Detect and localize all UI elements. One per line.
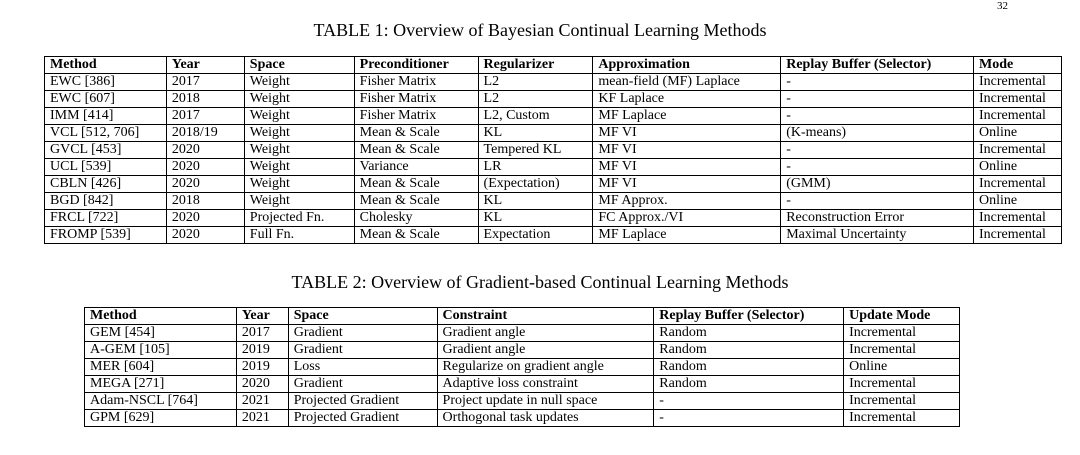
table-cell: Weight: [244, 125, 354, 142]
table-cell: -: [654, 393, 844, 410]
table-cell: 2017: [166, 74, 244, 91]
table-cell: Online: [844, 359, 960, 376]
table2-header-cell: Update Mode: [844, 308, 960, 325]
table-cell: MF VI: [593, 125, 781, 142]
table-cell: L2: [478, 91, 593, 108]
table-cell: FRCL [722]: [45, 210, 167, 227]
table-cell: FC Approx./VI: [593, 210, 781, 227]
table-row: [45, 176, 1062, 193]
table-cell: -: [781, 108, 974, 125]
table-cell: Incremental: [974, 227, 1062, 244]
table-cell: Weight: [244, 193, 354, 210]
table-cell: Regularize on gradient angle: [437, 359, 654, 376]
table2-header-cell: Constraint: [437, 308, 654, 325]
table-cell: Incremental: [974, 210, 1062, 227]
table-cell: Projected Fn.: [244, 210, 354, 227]
table-cell: Incremental: [844, 325, 960, 342]
table-cell: -: [781, 142, 974, 159]
table-cell: EWC [607]: [45, 91, 167, 108]
table-row: [45, 91, 1062, 108]
table-cell: KF Laplace: [593, 91, 781, 108]
table-cell: L2, Custom: [478, 108, 593, 125]
table-cell: 2017: [236, 325, 288, 342]
table-cell: MER [604]: [85, 359, 237, 376]
table-row: [85, 325, 960, 342]
table-cell: -: [781, 159, 974, 176]
table-cell: (GMM): [781, 176, 974, 193]
table-cell: Incremental: [844, 410, 960, 427]
table-row: [85, 376, 960, 393]
table-cell: Full Fn.: [244, 227, 354, 244]
table-cell: Cholesky: [354, 210, 478, 227]
table-cell: GEM [454]: [85, 325, 237, 342]
table-cell: Reconstruction Error: [781, 210, 974, 227]
table-cell: MF Approx.: [593, 193, 781, 210]
table-cell: Mean & Scale: [354, 193, 478, 210]
table-cell: Incremental: [974, 91, 1062, 108]
table1-header-cell: Method: [45, 57, 167, 74]
table-cell: Online: [974, 193, 1062, 210]
table-cell: A-GEM [105]: [85, 342, 237, 359]
table-cell: Adam-NSCL [764]: [85, 393, 237, 410]
table-cell: Gradient: [288, 376, 437, 393]
table-row: [45, 227, 1062, 244]
table-cell: 2020: [166, 176, 244, 193]
table-cell: 2017: [166, 108, 244, 125]
table2-header-cell: Replay Buffer (Selector): [654, 308, 844, 325]
table-row: [45, 125, 1062, 142]
table-cell: (K-means): [781, 125, 974, 142]
table-cell: Mean & Scale: [354, 176, 478, 193]
table-cell: 2020: [166, 159, 244, 176]
table2-header-cell: Space: [288, 308, 437, 325]
table-cell: Gradient angle: [437, 325, 654, 342]
table-cell: Incremental: [974, 74, 1062, 91]
table-cell: MF Laplace: [593, 227, 781, 244]
table-cell: VCL [512, 706]: [45, 125, 167, 142]
table-row: [45, 142, 1062, 159]
table-cell: IMM [414]: [45, 108, 167, 125]
table-cell: Projected Gradient: [288, 393, 437, 410]
table-cell: KL: [478, 193, 593, 210]
table-cell: Online: [974, 125, 1062, 142]
table-cell: Gradient: [288, 325, 437, 342]
table-cell: 2018: [166, 91, 244, 108]
table-cell: Random: [654, 342, 844, 359]
table-cell: LR: [478, 159, 593, 176]
table-cell: -: [781, 91, 974, 108]
table1-header-cell: Space: [244, 57, 354, 74]
table-cell: -: [654, 410, 844, 427]
table-cell: Expectation: [478, 227, 593, 244]
table-cell: BGD [842]: [45, 193, 167, 210]
table-row: [85, 410, 960, 427]
table-cell: 2020: [236, 376, 288, 393]
table-cell: 2021: [236, 410, 288, 427]
table2-header-cell: Method: [85, 308, 237, 325]
page-number: 32: [997, 0, 1008, 12]
table1-header-cell: Approximation: [593, 57, 781, 74]
table-cell: MF Laplace: [593, 108, 781, 125]
table-cell: GPM [629]: [85, 410, 237, 427]
table-cell: (Expectation): [478, 176, 593, 193]
table-cell: Random: [654, 325, 844, 342]
table-cell: 2019: [236, 359, 288, 376]
bayesian-methods-table: [44, 56, 1062, 244]
table-cell: Loss: [288, 359, 437, 376]
table-cell: Weight: [244, 74, 354, 91]
gradient-methods-table: [84, 307, 960, 427]
table-cell: Mean & Scale: [354, 227, 478, 244]
table-row: [45, 193, 1062, 210]
table-cell: Fisher Matrix: [354, 91, 478, 108]
table-cell: Weight: [244, 176, 354, 193]
table-cell: FROMP [539]: [45, 227, 167, 244]
table-cell: Incremental: [974, 176, 1062, 193]
table1-header-cell: Regularizer: [478, 57, 593, 74]
table2-caption: TABLE 2: Overview of Gradient-based Continual Learning Methods: [291, 272, 789, 292]
table-cell: MF VI: [593, 176, 781, 193]
table1-header-cell: Replay Buffer (Selector): [781, 57, 974, 74]
table-cell: Fisher Matrix: [354, 108, 478, 125]
table-cell: Weight: [244, 91, 354, 108]
table-cell: Gradient: [288, 342, 437, 359]
table-cell: KL: [478, 125, 593, 142]
table2-body: [85, 325, 960, 427]
table-cell: Incremental: [974, 142, 1062, 159]
table-cell: Projected Gradient: [288, 410, 437, 427]
table-cell: Weight: [244, 142, 354, 159]
table-row: [85, 342, 960, 359]
table-cell: Random: [654, 359, 844, 376]
table-cell: Mean & Scale: [354, 142, 478, 159]
table-cell: UCL [539]: [45, 159, 167, 176]
table-row: [45, 210, 1062, 227]
table-cell: Maximal Uncertainty: [781, 227, 974, 244]
table-cell: Adaptive loss constraint: [437, 376, 654, 393]
table-row: [85, 393, 960, 410]
table-row: [45, 108, 1062, 125]
table-cell: Incremental: [844, 376, 960, 393]
table2-header-row: [85, 308, 960, 325]
table-cell: 2020: [166, 227, 244, 244]
table-cell: L2: [478, 74, 593, 91]
table-cell: MEGA [271]: [85, 376, 237, 393]
table-cell: Fisher Matrix: [354, 74, 478, 91]
table-cell: CBLN [426]: [45, 176, 167, 193]
table-cell: -: [781, 74, 974, 91]
table1-header-row: [45, 57, 1062, 74]
table-cell: Tempered KL: [478, 142, 593, 159]
table-cell: Weight: [244, 108, 354, 125]
table-cell: Incremental: [974, 108, 1062, 125]
table-row: [45, 159, 1062, 176]
table-cell: Variance: [354, 159, 478, 176]
table1-caption: TABLE 1: Overview of Bayesian Continual Learning Methods: [313, 20, 767, 40]
table-cell: MF VI: [593, 142, 781, 159]
table-cell: GVCL [453]: [45, 142, 167, 159]
table1-header-cell: Preconditioner: [354, 57, 478, 74]
table-cell: Random: [654, 376, 844, 393]
table-cell: 2021: [236, 393, 288, 410]
table-cell: Weight: [244, 159, 354, 176]
table-row: [85, 359, 960, 376]
table-cell: Gradient angle: [437, 342, 654, 359]
table-cell: 2018/19: [166, 125, 244, 142]
table1-header-cell: Mode: [974, 57, 1062, 74]
table-cell: 2019: [236, 342, 288, 359]
table-cell: Incremental: [844, 342, 960, 359]
table-cell: Mean & Scale: [354, 125, 478, 142]
table-cell: Incremental: [844, 393, 960, 410]
table-cell: 2018: [166, 193, 244, 210]
table-cell: mean-field (MF) Laplace: [593, 74, 781, 91]
table-cell: EWC [386]: [45, 74, 167, 91]
table-cell: Orthogonal task updates: [437, 410, 654, 427]
table-cell: MF VI: [593, 159, 781, 176]
table-row: [45, 74, 1062, 91]
table-cell: Online: [974, 159, 1062, 176]
table-cell: 2020: [166, 210, 244, 227]
table-cell: KL: [478, 210, 593, 227]
table1-header-cell: Year: [166, 57, 244, 74]
table-cell: -: [781, 193, 974, 210]
table2-header-cell: Year: [236, 308, 288, 325]
table1-body: [45, 74, 1062, 244]
table-cell: 2020: [166, 142, 244, 159]
table-cell: Project update in null space: [437, 393, 654, 410]
